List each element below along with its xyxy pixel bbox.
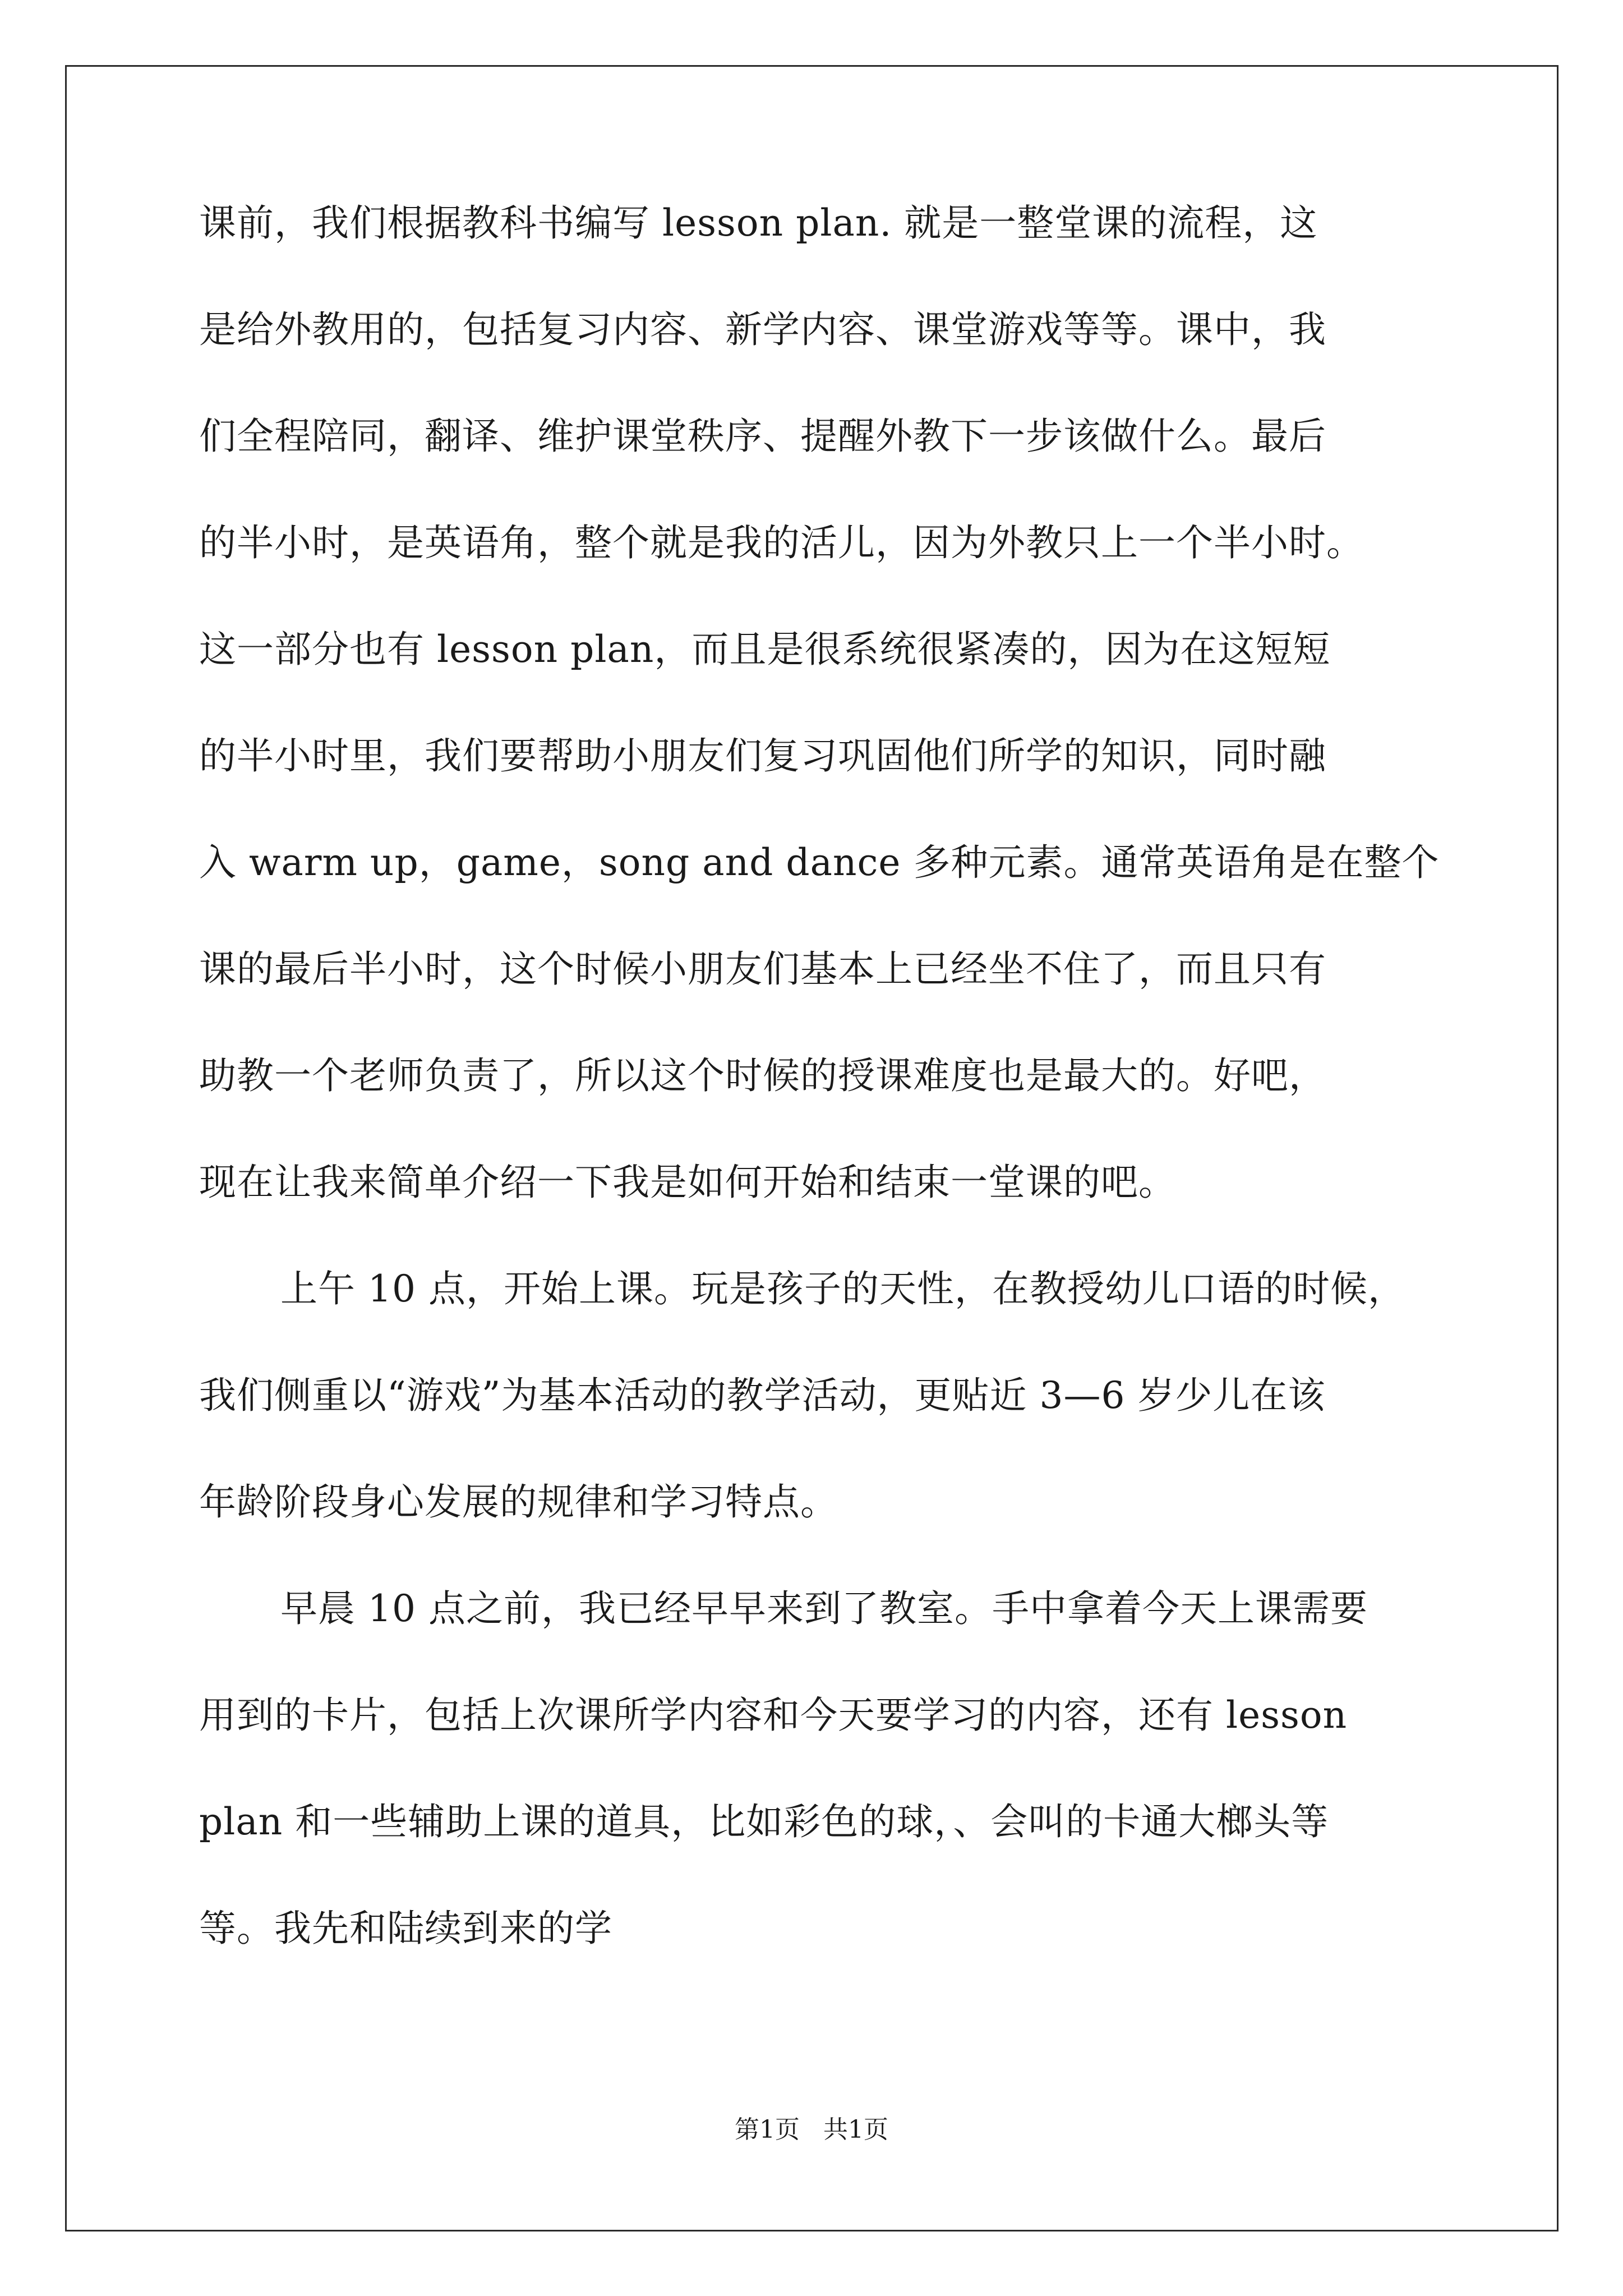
text-line: 这一部分也有 lesson plan，而且是很系统很紧凑的，因为在这短短 bbox=[199, 628, 1331, 671]
text-line-indented: 早晨 10 点之前，我已经早早来到了教室。手中拿着今天上课需要 bbox=[280, 1587, 1368, 1630]
text-line-indented: 上午 10 点，开始上课。玩是孩子的天性，在教授幼儿口语的时候， bbox=[280, 1267, 1405, 1310]
text-line: 助教一个老师负责了，所以这个时候的授课难度也是最大的。好吧， bbox=[199, 1054, 1326, 1097]
text-line: 课前，我们根据教科书编写 lesson plan. 就是一整堂课的流程，这 bbox=[199, 201, 1318, 245]
text-line: 是给外教用的，包括复习内容、新学内容、课堂游戏等等。课中，我 bbox=[199, 308, 1326, 351]
text-line: plan 和一些辅助上课的道具，比如彩色的球，、会叫的卡通大榔头等 bbox=[199, 1800, 1329, 1843]
text-line: 的半小时，是英语角，整个就是我的活儿，因为外教只上一个半小时。 bbox=[199, 521, 1364, 564]
page-footer: 第1页 共1页 bbox=[735, 2115, 888, 2144]
document-body bbox=[199, 201, 1440, 1950]
text-line: 我们侧重以“游戏”为基本活动的教学活动，更贴近 3—6 岁少儿在该 bbox=[199, 1374, 1326, 1417]
text-line: 们全程陪同，翻译、维护课堂秩序、提醒外教下一步该做什么。最后 bbox=[199, 415, 1326, 458]
text-line: 年龄阶段身心发展的规律和学习特点。 bbox=[199, 1480, 838, 1524]
text-line: 的半小时里，我们要帮助小朋友们复习巩固他们所学的知识，同时融 bbox=[199, 734, 1326, 777]
text-line: 用到的卡片，包括上次课所学内容和今天要学习的内容，还有 lesson bbox=[199, 1694, 1348, 1737]
text-line: 课的最后半小时，这个时候小朋友们基本上已经坐不住了，而且只有 bbox=[199, 947, 1326, 991]
text-line: 等。我先和陆续到来的学 bbox=[199, 1907, 612, 1950]
text-line: 入 warm up，game，song and dance 多种元素。通常英语角是在整个 bbox=[199, 841, 1440, 884]
text-line: 现在让我来简单介绍一下我是如何开始和结束一堂课的吧。 bbox=[199, 1161, 1176, 1204]
